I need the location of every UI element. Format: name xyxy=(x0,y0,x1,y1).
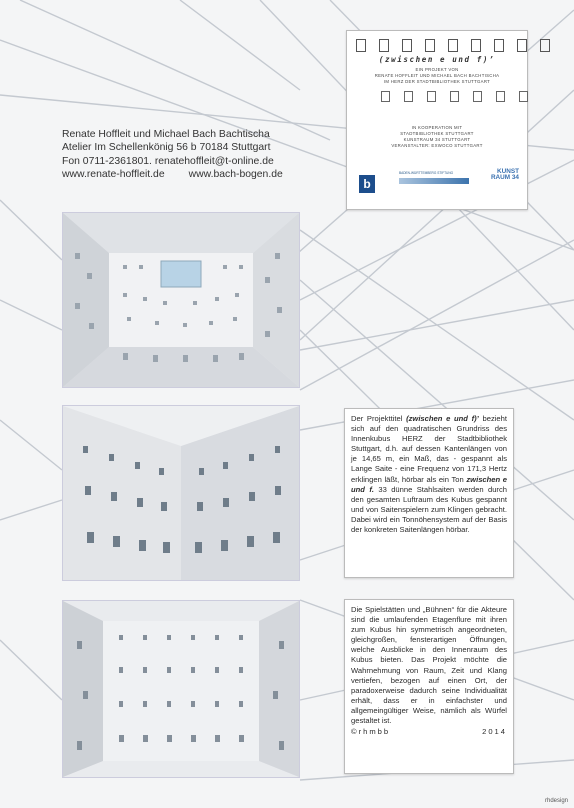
text1-part1: Der Projekttitel xyxy=(351,414,407,423)
kunstraum-logo: KUNST RAUM 34 xyxy=(490,168,519,182)
card-title: (zwischen e und f)’ xyxy=(378,55,496,64)
library-logo: b xyxy=(359,175,375,193)
contact-names: Renate Hoffleit und Michael Bach Bachtischa xyxy=(62,129,270,140)
card-coop-library: STADTBIBLIOTHEK STUTTGART xyxy=(400,131,474,136)
text2-body: Die Spielstätten und „Bühnen“ für die Akteure sind die umlaufenden Etagenflure mit ihren zum Kubus hin symmetrisch angeordneten, gleichgroßen, fensterartigen Öffnungen, welche Ausblicke in den Innenraum des Kubus bieten. Das Projekt möchte die Wahrnehmung von Raum, Zeit und Klang vertiefen, bezogen auf einen Ort, der paradoxerweise dadurch seine Individualität erhält, dass er in einfachster und allgemeingültiger Weise, nämlich als Würfel gestaltet ist. xyxy=(351,605,507,726)
foundation-logo-text: BADEN-WÜRTTEMBERG STIFTUNG xyxy=(399,171,454,175)
venue-description-text xyxy=(344,599,514,774)
foundation-logo xyxy=(399,171,469,184)
project-card xyxy=(346,30,528,210)
contact-address: Atelier Im Schellenkönig 56 b 70184 Stuttgart xyxy=(62,142,271,154)
text1-title-emphasis: (zwischen e und f)’ xyxy=(406,414,479,423)
signature-line xyxy=(351,727,507,737)
contact-block xyxy=(62,128,302,182)
signature-year: 2014 xyxy=(482,727,507,737)
photo-cube-ceiling xyxy=(62,212,300,388)
card-coop-organizer: VERANSTALTER: EXWOCO STUTTGART xyxy=(391,143,483,148)
website-link-bach[interactable]: www.bach-bogen.de xyxy=(188,169,283,181)
website-link-hoffleit[interactable]: www.renate-hoffleit.de xyxy=(62,169,165,181)
card-coop-kunstraum: KUNSTRAUM 34 STUTTGART xyxy=(403,137,471,142)
design-credit: rhdesign xyxy=(544,798,568,804)
card-place: IM HERZ DER STADTBIBLIOTHEK STUTTGART xyxy=(383,79,491,84)
card-names: RENATE HOFFLEIT UND MICHAEL BACH BACHTISCHA xyxy=(374,73,500,78)
text1-tone-emphasis: zwischen e und f. xyxy=(351,474,508,494)
signature-copyright: ©rhmbb xyxy=(351,727,391,737)
photo-cube-corner xyxy=(62,405,300,581)
text1-part3: 33 dünne Stahlsaiten werden durch den gesamten Luftraum des Kubus gespannt und von Saitenspielern zum Klingen gebracht. Dabei wird ein Tonnöhensystem auf der Basis der konkreten Saitenlängen hörbar. xyxy=(351,484,507,535)
contact-phone-email: Fon 0711-2361801. renatehoffleit@t-online.de xyxy=(62,155,274,167)
card-box-row-2 xyxy=(381,91,528,102)
text1-part2: bezieht sich auf den quadratischen Grundriss des Innenkubus HERZ der Stadtbibliothek Stuttgart, d.h. auf dessen Kantenlängen von je 14,65 m, ein Maß, das - gespannt als Lange Saite - eine Frequenz von 171,3 Hertz erklingen läßt, hörbar als ein Ton xyxy=(351,414,507,484)
card-logos xyxy=(355,169,521,201)
photo-cube-walls xyxy=(62,600,300,778)
contact-websites xyxy=(62,168,302,181)
card-intro: EIN PROJEKT VON xyxy=(415,67,459,72)
project-title-text xyxy=(344,408,514,578)
card-box-row xyxy=(356,39,550,52)
card-coop-heading: IN KOOPERATION MIT xyxy=(411,125,463,130)
